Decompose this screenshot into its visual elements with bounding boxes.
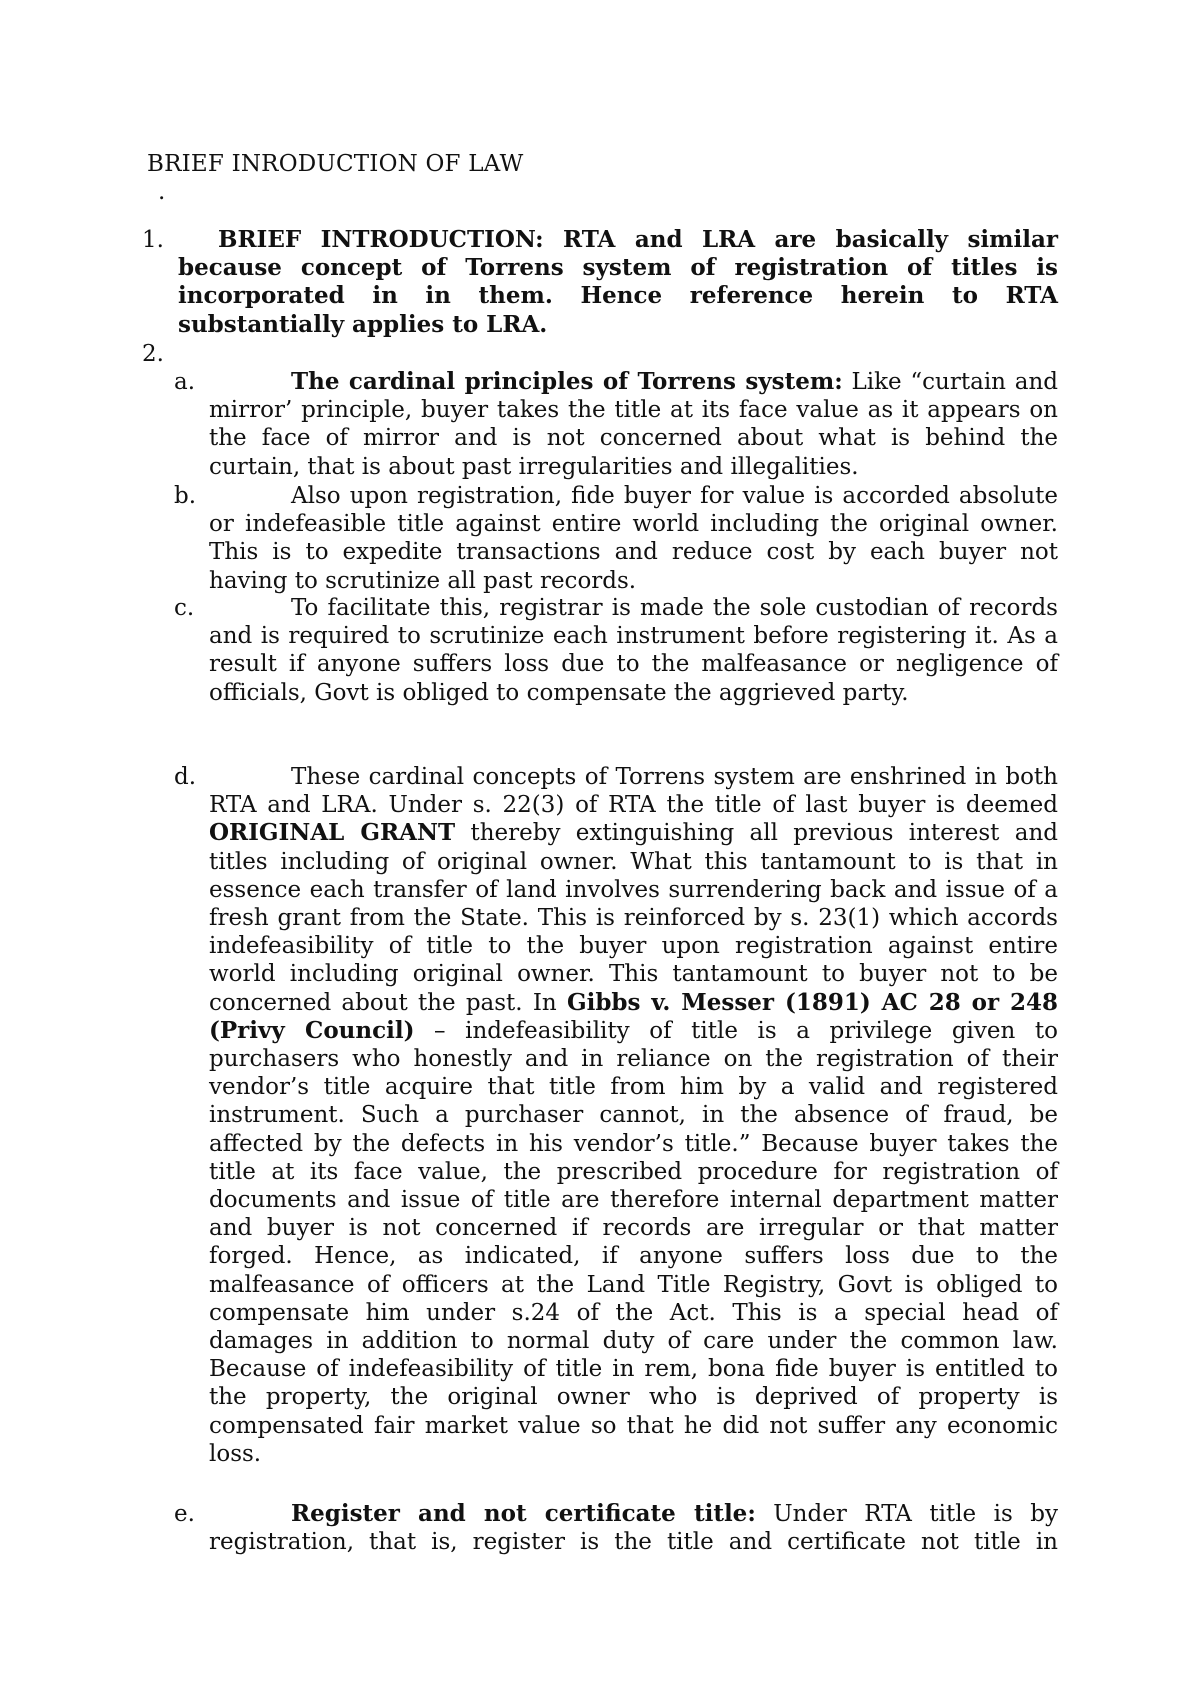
subitem-e-text bbox=[209, 1500, 1058, 1556]
subitem-c-body: To facilitate this, registrar is made the sole custodian of records and is required to scrutinize each instrument before registering it. As a result if anyone suffers loss due to the malfeasance or negligence of officials, Govt is obliged to compensate the aggrieved party. bbox=[209, 595, 1058, 706]
subitem-d-body-3: – indefeasibility of title is a privilege given to purchasers who honestly and in reliance on the registration of their vendor’s title acquire that title from him by a valid and registered instrument. Such a purchaser cannot, in the absence of fraud, be affected by the defects in his vendor’s title.” Because buyer takes the title at its face value, the prescribed procedure for registration of documents and issue of title are therefore internal department matter and buyer is not concerned if records are irregular or that matter forged. Hence, as indicated, if anyone suffers loss due to the malfeasance of officers at the Land Title Registry, Govt is obliged to compensate him under s.24 of the Act. This is a special head of damages in addition to normal duty of care under the common law. Because of indefeasibility of title in rem, bona fide buyer is entitled to the property, the original owner who is deprived of property is compensated fair market value so that he did not suffer any economic loss. bbox=[209, 1017, 1058, 1467]
subitem-c-text bbox=[209, 594, 1058, 707]
document-heading: BRIEF INRODUCTION OF LAW bbox=[147, 151, 524, 177]
item-1-number: 1. bbox=[142, 227, 164, 253]
subitem-e-bold: Register and not certificate title: bbox=[291, 1500, 756, 1527]
subitem-d-bold-2: Gibbs v. Messer (1891) AC 28 or 248 (Privy Council) bbox=[209, 988, 1058, 1044]
subitem-d-body-2: thereby extinguishing all previous interest and titles including of original owner. What this tantamount to is that in essence each transfer of land involves surrendering back and issue of a fresh grant from the State. This is reinforced by s. 23(1) which accords indefeasibility of title to the buyer upon registration against entire world including original owner. This tantamount to buyer not to be concerned about the past. In bbox=[209, 820, 1058, 1016]
subitem-c-letter: c. bbox=[174, 595, 195, 621]
subitem-a-text bbox=[209, 368, 1058, 481]
item-2-number: 2. bbox=[142, 341, 164, 367]
subitem-d-body-1: These cardinal concepts of Torrens system are enshrined in both RTA and LRA. Under s. 22(3) of RTA the title of last buyer is deemed bbox=[209, 764, 1058, 819]
subitem-d-bold-1: ORIGINAL GRANT bbox=[209, 819, 456, 847]
item-1-body: BRIEF INTRODUCTION: RTA and LRA are basically similar because concept of Torrens system of registration of titles is incorporated in in them. Hence reference herein to RTA substantially applies to LRA. bbox=[178, 226, 1058, 338]
subitem-d-text bbox=[209, 763, 1058, 1468]
subitem-b-letter: b. bbox=[174, 483, 197, 509]
subitem-b-body: Also upon registration, fide buyer for value is accorded absolute or indefeasible title against entire world including the original owner. This is to expedite transactions and reduce cost by each buyer not having to scrutinize all past records. bbox=[209, 483, 1058, 594]
subitem-e-letter: e. bbox=[174, 1501, 195, 1527]
subitem-a-bold: The cardinal principles of Torrens system: bbox=[291, 368, 843, 395]
subitem-e-body: Under RTA title is by registration, that is, register is the title and certificate not title in bbox=[209, 1501, 1058, 1556]
subitem-a-body: Like “curtain and mirror’ principle, buyer takes the title at its face value as it appears on the face of mirror and is not concerned about what is behind the curtain, that is about past irregularities and illegalities. bbox=[209, 369, 1059, 480]
subitem-b-text bbox=[209, 482, 1058, 595]
separator-dot: . bbox=[158, 179, 166, 205]
subitem-a-letter: a. bbox=[174, 369, 196, 395]
subitem-d-letter: d. bbox=[174, 764, 197, 790]
item-1-text bbox=[178, 226, 1058, 339]
